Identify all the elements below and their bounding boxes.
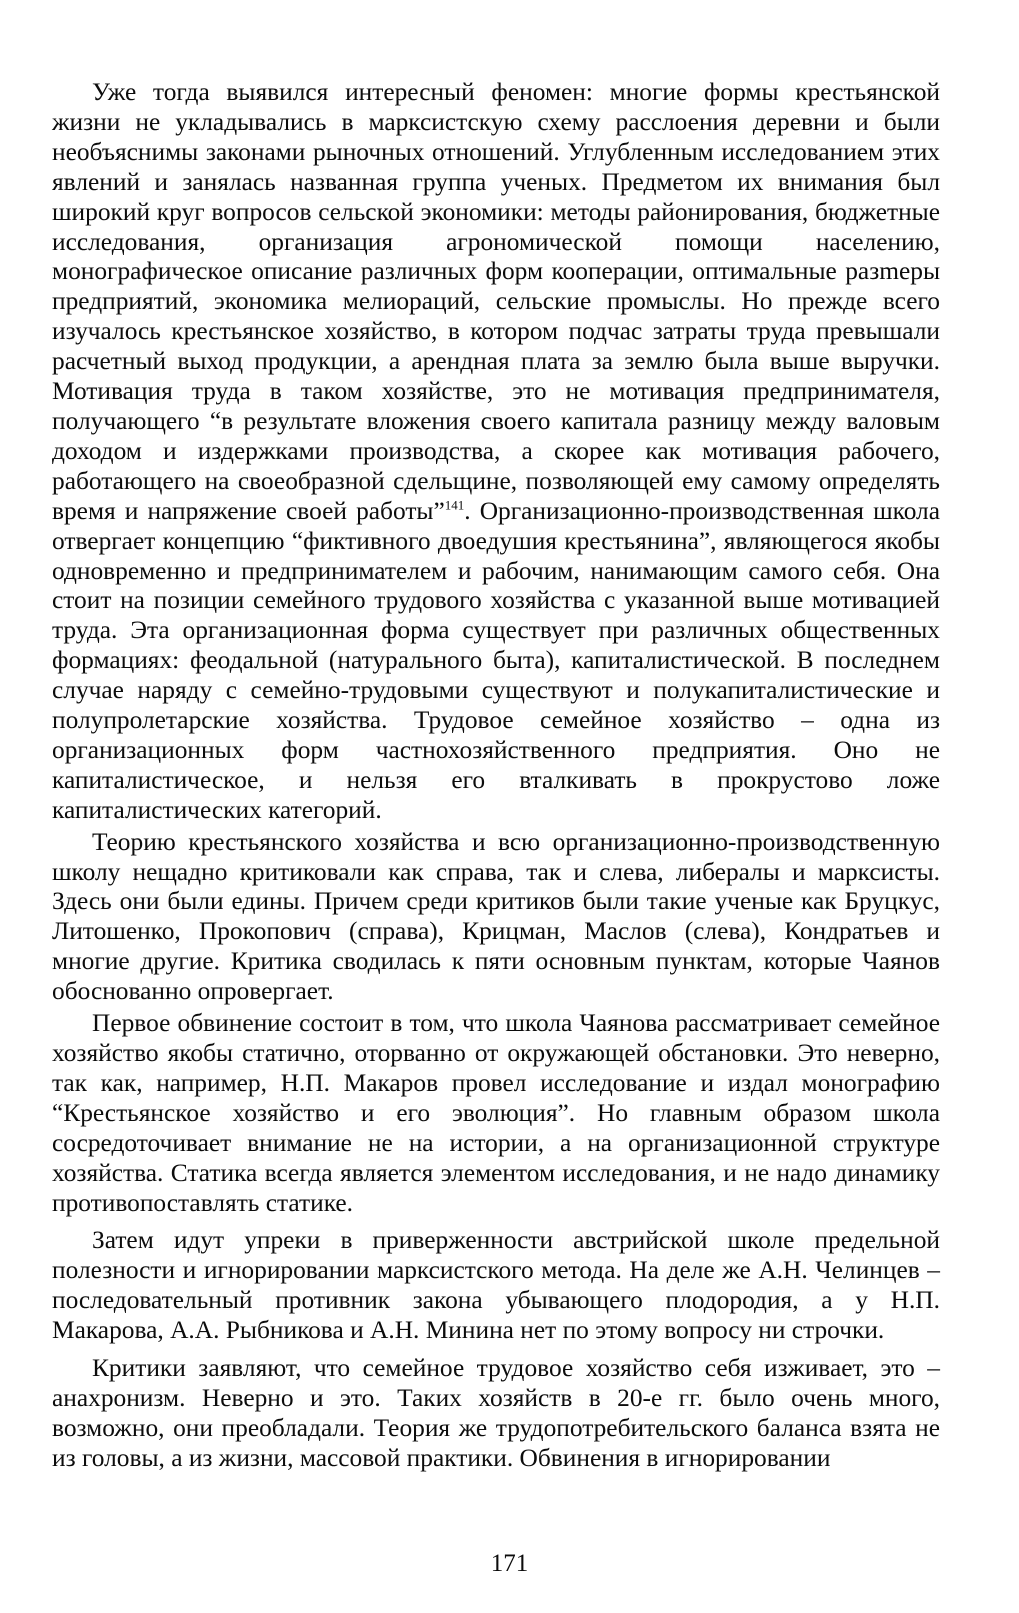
paragraph-4: Затем идут упреки в приверженности австрийской школе предельной полезности и игнорировании марксистского метода. На деле же А.Н. Челинцев – последовательный противник закона убывающего плодородия, а у Н.П. Макарова, А.А. Рыбникова и А.Н. Минина нет по этому вопросу ни строчки. <box>52 1226 940 1345</box>
paragraph-5: Критики заявляют, что семейное трудовое хозяйство себя изживает, это – анахронизм. Неверно и это. Таких хозяйств в 20-е гг. было очень много, возможно, они преобладали. Теория же трудопотребительского баланса взята не из головы, а из жизни, массовой практики. Обвинения в игнорировании <box>52 1354 940 1472</box>
page-body <box>52 78 940 1474</box>
page-number: 171 <box>490 1550 529 1577</box>
paragraph-1 <box>52 78 940 826</box>
paragraph-1-text: Уже тогда выявился интересный феномен: многие формы крестьянской жизни не укладывались в марксистскую схему расслоения деревни и были необъяснимы законами рыночных отношений. Углубленным исследованием этих явлений и занялась названная группа ученых. Предметом их внимания был широкий круг вопросов сельской экономики: методы районирования, бюджетные исследования, организация агрономической помощи населению, монографическое описание различных форм кооперации, оптимальные разmеры предприятий, экономика мелиораций, сельские промыслы. Но прежде всего изучалось крестьянское хозяйство, в котором подчас затраты труда превышали расчетный выход продукции, а арендная плата за землю была выше выручки. Мотивация труда в таком хозяйстве, это не мотивация предпринимателя, получающего “в результате вложения своего капитала разницу между валовым доходом и издержками производства, а скорее как мотивация рабочего, работающего на своеобразной сдельщине, позволяющей ему самому определять время и напряжение своей работы” <box>52 78 940 525</box>
paragraph-3: Первое обвинение состоит в том, что школа Чаянова рассматривает семейное хозяйство якобы статично, оторванно от окружающей обстановки. Это неверно, так как, например, Н.П. Макаров провел исследование и издал монографию “Крестьянское хозяйство и его эволюция”. Но главным образом школа сосредоточивает внимание не на истории, а на организационной структуре хозяйства. Статика всегда является элементом исследования, и не надо динамику противопоставлять статике. <box>52 1009 940 1217</box>
paragraph-1-tail: . Организационно-производственная школа отвергает концепцию “фиктивного двоедушия крестьянина”, являющегося якобы одновременно и предпринимателем и рабочим, нанимающим самого себя. Она стоит на позиции семейного трудового хозяйства с указанной выше мотивацией труда. Эта организационная форма существует при различных общественных формациях: феодальной (натурального быта), капиталистической. В последнем случае наряду с семейно-трудовыми существуют и полукапиталистические и полупролетарские хозяйства. Трудовое семейное хозяйство – одна из организационных форм частнохозяйственного предприятия. Оно не капиталистическое, и нельзя его вталкивать в прокрустово ложе капиталистических категорий. <box>52 496 940 824</box>
paragraph-2: Теорию крестьянского хозяйства и всю организационно-производственную школу нещадно критиковали как справа, так и слева, либералы и марксисты. Здесь они были едины. Причем среди критиков были такие ученые как Бруцкус, Литошенко, Прокопович (справа), Крицман, Маслов (слева), Кондратьев и многие другие. Критика сводилась к пяти основным пунктам, которые Чаянов обоснованно опровергает. <box>52 827 940 1006</box>
footnote-ref: 141 <box>444 497 465 513</box>
